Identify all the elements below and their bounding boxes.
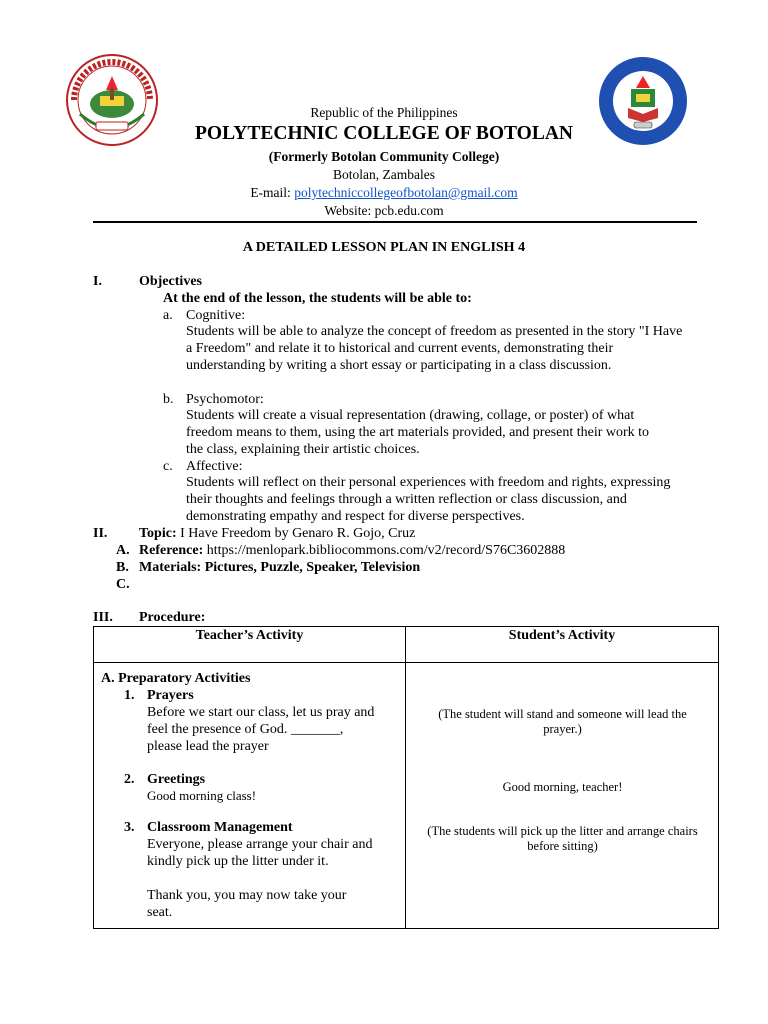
- classroom-management-number: 3.: [124, 820, 135, 835]
- objective-c-label: Affective:: [186, 459, 243, 474]
- procedure-table: [93, 626, 719, 929]
- student-prayer-line-1: (The student will stand and someone will lead the: [438, 707, 687, 721]
- document-title: A DETAILED LESSON PLAN IN ENGLISH 4: [242, 240, 526, 255]
- topic-value: I Have Freedom by Genaro R. Gojo, Cruz: [176, 526, 416, 541]
- objective-a-text: Students will be able to analyze the concept of freedom as presented in the story "I Have a Freedom" and relate it to historical and current events, demonstrating their understanding by writing a short essay or participating in a class discussion.: [186, 324, 683, 373]
- college-name: POLYTECHNIC COLLEGE OF BOTOLAN: [195, 123, 573, 144]
- objective-b-text: Students will create a visual representation (drawing, collage, or poster) of what freedom means to them, using the art materials provided, and present their work to the class, explaining their artistic choices.: [186, 408, 650, 457]
- website-line: Website: pcb.edu.com: [324, 203, 444, 218]
- prayers-number: 1.: [124, 688, 135, 703]
- email-line: [0, 185, 768, 201]
- student-activity-header: Student’s Activity: [406, 627, 719, 663]
- table-header-row: [94, 627, 719, 663]
- objective-b-letter: b.: [163, 392, 174, 407]
- header-divider: [93, 221, 697, 223]
- objectives-intro: At the end of the lesson, the students will be able to:: [163, 291, 472, 306]
- reference-letter: A.: [116, 543, 130, 558]
- preparatory-heading: A. Preparatory Activities: [101, 671, 251, 686]
- email-link[interactable]: polytechniccollegeofbotolan@gmail.com: [294, 185, 518, 200]
- email-label: E-mail:: [250, 185, 295, 200]
- formerly-line: (Formerly Botolan Community College): [268, 149, 500, 164]
- classroom-management-line-2: kindly pick up the litter under it.: [147, 854, 329, 869]
- student-greeting: Good morning, teacher!: [502, 780, 623, 794]
- procedure-heading: Procedure:: [139, 610, 206, 625]
- classroom-management-line-4: seat.: [147, 905, 173, 920]
- objective-a-label: Cognitive:: [186, 308, 246, 323]
- table-row: [94, 663, 719, 929]
- classroom-management-title: Classroom Management: [147, 820, 293, 835]
- prayers-title: Prayers: [147, 688, 194, 703]
- classroom-management-line-1: Everyone, please arrange your chair and: [147, 837, 373, 852]
- procedure-numeral: III.: [93, 610, 113, 625]
- student-prayer-line-2: prayer.): [543, 722, 582, 736]
- item-c-letter: C.: [116, 577, 130, 592]
- town-line: Botolan, Zambales: [333, 167, 435, 182]
- reference-line: [139, 542, 565, 559]
- greetings-number: 2.: [124, 772, 135, 787]
- materials-letter: B.: [116, 560, 129, 575]
- objectives-numeral: I.: [93, 274, 102, 289]
- objective-a-letter: a.: [163, 308, 173, 323]
- student-classroom-line-2: before sitting): [527, 839, 598, 853]
- student-classroom-line-1: (The students will pick up the litter and arrange chairs: [427, 824, 698, 838]
- prayers-line-2: feel the presence of God. _______,: [147, 722, 344, 737]
- teacher-activity-cell: [94, 663, 406, 929]
- greetings-title: Greetings: [147, 772, 206, 787]
- topic-numeral: II.: [93, 526, 108, 541]
- reference-value: https://menlopark.bibliocommons.com/v2/record/S76C3602888: [203, 543, 566, 558]
- reference-label: Reference:: [139, 543, 204, 558]
- objective-c-text: Students will reflect on their personal experiences with freedom and rights, expressing their thoughts and feelings through a written reflection or class discussion, and demonstrating empathy and respect for diverse perspectives.: [186, 475, 671, 524]
- objective-c-letter: c.: [163, 459, 173, 474]
- republic-line: Republic of the Philippines: [310, 105, 458, 120]
- prayers-line-3: please lead the prayer: [147, 739, 269, 754]
- topic-label: Topic:: [139, 526, 177, 541]
- materials-line: Materials: Pictures, Puzzle, Speaker, Television: [139, 560, 421, 575]
- teacher-activity-header: Teacher’s Activity: [94, 627, 406, 663]
- student-activity-cell: [406, 663, 719, 929]
- greetings-text: Good morning class!: [147, 788, 257, 803]
- topic-line: [139, 525, 415, 542]
- objectives-heading: Objectives: [139, 274, 202, 289]
- classroom-management-line-3: Thank you, you may now take your: [147, 888, 347, 903]
- objective-b-label: Psychomotor:: [186, 392, 264, 407]
- prayers-line-1: Before we start our class, let us pray and: [147, 705, 375, 720]
